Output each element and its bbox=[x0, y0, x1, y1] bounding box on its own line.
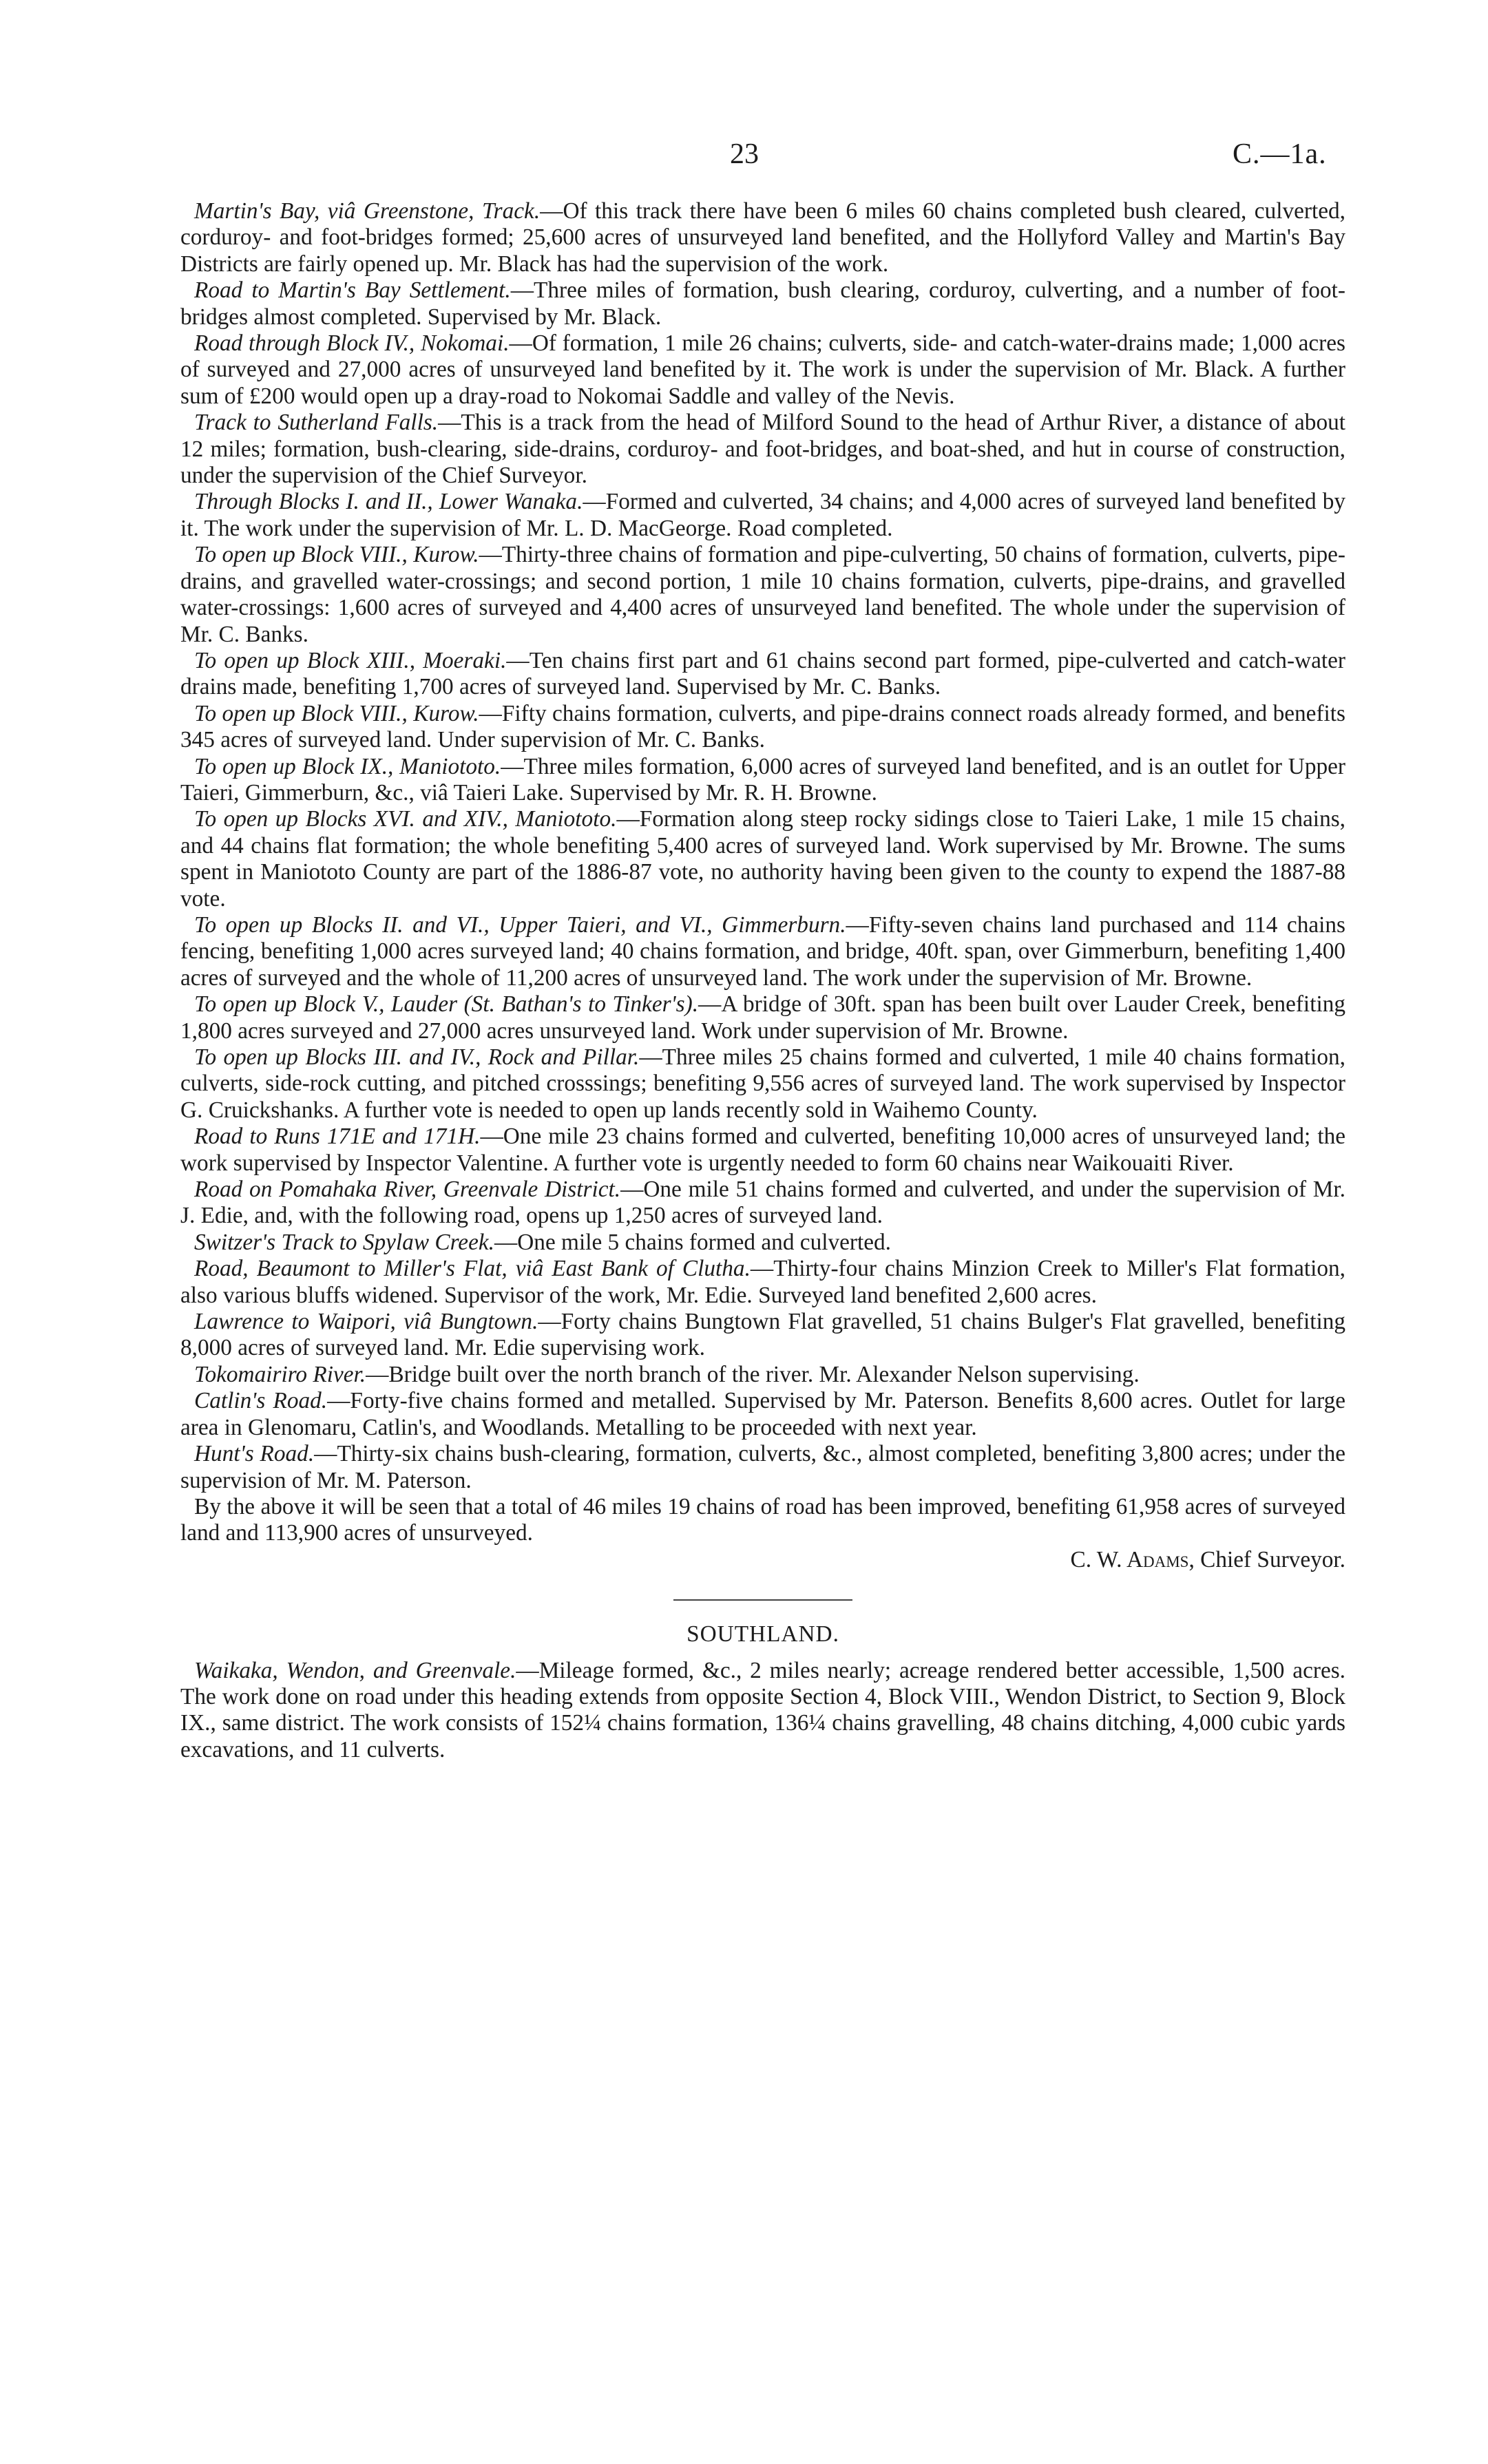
paragraph bbox=[180, 754, 1345, 807]
paragraph bbox=[180, 701, 1345, 754]
paragraph-text: —Thirty-six chains bush-clearing, formation, culverts, &c., almost completed, benefiting 3,800 acres; under the supervision of Mr. M. Paterson. bbox=[180, 1441, 1345, 1493]
paragraph-title: Track to Sutherland Falls. bbox=[194, 410, 439, 436]
paragraph-text: —One mile 23 chains formed and culverted, benefiting 10,000 acres of unsurveyed land; the work supervised by Inspector Valentine. A further vote is urgently needed to form 60 chains near Waikouaiti River. bbox=[180, 1124, 1345, 1176]
signature bbox=[180, 1547, 1345, 1573]
paragraph-text: —A bridge of 30ft. span has been built over Lauder Creek, benefiting 1,800 acres surveyed and 27,000 acres unsurveyed land. Work under supervision of Mr. Browne. bbox=[180, 991, 1345, 1044]
paragraph-title: Waikaka, Wendon, and Greenvale. bbox=[194, 1657, 516, 1683]
paragraph bbox=[180, 648, 1345, 701]
paragraph bbox=[180, 542, 1345, 648]
paragraph-text: —Forty chains Bungtown Flat gravelled, 51 chains Bulger's Flat gravelled, benefiting 8,000 acres of surveyed land. Mr. Edie supervising work. bbox=[180, 1309, 1345, 1361]
paragraph-text: —Formed and culverted, 34 chains; and 4,000 acres of surveyed land benefited by it. The work under the supervision of Mr. L. D. MacGeorge. Road completed. bbox=[180, 489, 1345, 541]
paragraph-title: To open up Block VIII., Kurow. bbox=[194, 542, 479, 568]
paragraph-text: By the above it will be seen that a total of 46 miles 19 chains of road has been improved, benefiting 61,958 acres of surveyed land and 113,900 acres of unsurveyed. bbox=[180, 1493, 1345, 1546]
paragraph-text: —Fifty-seven chains land purchased and 114 chains fencing, benefiting 1,000 acres surveyed land; 40 chains formation, and bridge, 40ft. span, over Gimmerburn, benefiting 1,400 acres of surveyed and the whole of 11,200 acres of unsurveyed land. The work under the supervision of Mr. Browne. bbox=[180, 912, 1345, 991]
paragraph-title: To open up Block IX., Maniototo. bbox=[194, 753, 501, 779]
paragraph bbox=[180, 1256, 1345, 1309]
paragraph-title: Catlin's Road. bbox=[194, 1388, 328, 1414]
report-body bbox=[180, 198, 1345, 1763]
paragraph-title: To open up Block VIII., Kurow. bbox=[194, 700, 479, 726]
paragraph bbox=[180, 1658, 1345, 1764]
page-header bbox=[0, 138, 1488, 179]
paragraph bbox=[180, 991, 1345, 1044]
paragraph-text: —Formation along steep rocky sidings close to Taieri Lake, 1 mile 15 chains, and 44 chains flat formation; the whole benefiting 5,400 acres of surveyed land. Work supervised by Mr. Browne. The sums spent in Maniototo County are part of the 1886-87 vote, no authority having been given to the county to expend the 1887-88 vote. bbox=[180, 806, 1345, 912]
paragraph bbox=[180, 1388, 1345, 1441]
paragraph-title: Hunt's Road. bbox=[194, 1441, 315, 1467]
paragraph-text: —One mile 5 chains formed and culverted. bbox=[494, 1229, 891, 1255]
paragraph-text: —This is a track from the head of Milford Sound to the head of Arthur River, a distance of about 12 miles; formation, bush-clearing, side-drains, corduroy- and foot-bridges, and boat-shed, and hut in course of construction, under the supervision of the Chief Surveyor. bbox=[180, 410, 1345, 489]
paragraph-title: To open up Block XIII., Moeraki. bbox=[194, 647, 507, 673]
signature-role: , Chief Surveyor. bbox=[1188, 1546, 1345, 1572]
paragraph-text: —Three miles 25 chains formed and culverted, 1 mile 40 chains formation, culverts, side-rock cutting, and pitched crosssings; benefiting 9,556 acres of surveyed land. The work supervised by Inspector G. Cruickshanks. A further vote is needed to open up lands recently sold in Waihemo County. bbox=[180, 1044, 1345, 1123]
section-divider bbox=[673, 1599, 852, 1601]
paragraph-title: Tokomairiro River. bbox=[194, 1361, 366, 1387]
section-heading: SOUTHLAND. bbox=[687, 1621, 839, 1647]
paragraph-title: To open up Blocks III. and IV., Rock and Pillar. bbox=[194, 1044, 640, 1070]
paragraph-text: —One mile 51 chains formed and culverted, and under the supervision of Mr. J. Edie, and, with the following road, opens up 1,250 acres of surveyed land. bbox=[180, 1177, 1345, 1229]
paragraph bbox=[180, 1124, 1345, 1177]
paragraph bbox=[180, 1044, 1345, 1124]
paragraph-text: —Three miles of formation, bush clearing, corduroy, culverting, and a number of foot-bridges almost completed. Supervised by Mr. Black. bbox=[180, 277, 1345, 330]
paragraph-title: Martin's Bay, viâ Greenstone, Track. bbox=[194, 198, 541, 224]
paragraph bbox=[180, 1362, 1345, 1388]
paragraph-title: To open up Blocks II. and VI., Upper Taieri, and VI., Gimmerburn. bbox=[194, 912, 846, 938]
summary-paragraph bbox=[180, 1494, 1345, 1547]
paragraph-text: —Ten chains first part and 61 chains second part formed, pipe-culverted and catch-water drains made, benefiting 1,700 acres of surveyed land. Supervised by Mr. C. Banks. bbox=[180, 647, 1345, 700]
paragraph-text: —Mileage formed, &c., 2 miles nearly; acreage rendered better accessible, 1,500 acres. The work done on road under this heading extends from opposite Section 4, Block VIII., Wendon District, to Section 9, Block IX., same district. The work consists of 152¼ chains formation, 136¼ chains gravelling, 48 chains ditching, 4,000 cubic yards excavations, and 11 culverts. bbox=[180, 1657, 1346, 1762]
paragraph bbox=[180, 1309, 1345, 1362]
paragraph-text: —Of formation, 1 mile 26 chains; culverts, side- and catch-water-drains made; 1,000 acres of surveyed and 27,000 acres of unsurveyed land benefited by it. The work is under the supervision of Mr. Black. A further sum of £200 would open up a dray-road to Nokomai Saddle and valley of the Nevis. bbox=[180, 330, 1345, 409]
paragraph-title: Road, Beaumont to Miller's Flat, viâ East Bank of Clutha. bbox=[194, 1256, 751, 1282]
paragraph-text: —Thirty-four chains Minzion Creek to Miller's Flat formation, also various bluffs widened. Supervisor of the work, Mr. Edie. Surveyed land benefited 2,600 acres. bbox=[180, 1256, 1345, 1308]
paragraph-title: To open up Block V., Lauder (St. Bathan's to Tinker's). bbox=[194, 991, 699, 1018]
paragraph-title: Road through Block IV., Nokomai. bbox=[194, 330, 510, 357]
paragraph-text: —Bridge built over the north branch of the river. Mr. Alexander Nelson supervising. bbox=[366, 1361, 1140, 1387]
paragraph bbox=[180, 1177, 1345, 1230]
page-number: 23 bbox=[730, 138, 759, 170]
paragraph bbox=[180, 912, 1345, 991]
paragraph-title: Through Blocks I. and II., Lower Wanaka. bbox=[194, 489, 583, 515]
document-code: C.—1a. bbox=[1233, 138, 1327, 170]
paragraph bbox=[180, 198, 1345, 277]
paragraph bbox=[180, 806, 1345, 912]
paragraph-text: —Three miles formation, 6,000 acres of surveyed land benefited, and is an outlet for Upper Taieri, Gimmerburn, &c., viâ Taieri Lake. Supervised by Mr. R. H. Browne. bbox=[180, 753, 1345, 805]
paragraph-text: —Thirty-three chains of formation and pipe-culverting, 50 chains of formation, culverts, pipe-drains, and gravelled water-crossings; and second portion, 1 mile 10 chains formation, culverts, pipe-drains, and gravelled water-crossings: 1,600 acres of surveyed and 4,400 acres of unsurveyed land benefited. The whole under the supervision of Mr. C. Banks. bbox=[180, 542, 1345, 647]
paragraph-text: —Forty-five chains formed and metalled. Supervised by Mr. Paterson. Benefits 8,600 acres. Outlet for large area in Glenomaru, Catlin's, and Woodlands. Metalling to be proceeded with next year. bbox=[180, 1388, 1345, 1440]
paragraph bbox=[180, 1441, 1345, 1494]
paragraph-title: Road on Pomahaka River, Greenvale District. bbox=[194, 1177, 621, 1203]
paragraph bbox=[180, 330, 1345, 410]
signature-name: C. W. Adams bbox=[1070, 1546, 1189, 1572]
paragraph-title: To open up Blocks XVI. and XIV., Maniototo. bbox=[194, 806, 617, 832]
paragraph bbox=[180, 277, 1345, 330]
paragraph-title: Road to Runs 171E and 171H. bbox=[194, 1124, 481, 1150]
paragraph bbox=[180, 1230, 1345, 1256]
paragraph-text: —Of this track there have been 6 miles 60 chains completed bush cleared, culverted, corduroy- and foot-bridges formed; 25,600 acres of unsurveyed land benefited, and the Hollyford Valley and Martin's Bay Districts are fairly opened up. Mr. Black has had the supervision of the work. bbox=[180, 198, 1345, 277]
paragraph bbox=[180, 410, 1345, 489]
paragraph-title: Switzer's Track to Spylaw Creek. bbox=[194, 1229, 494, 1255]
paragraph bbox=[180, 489, 1345, 542]
paragraph-title: Lawrence to Waipori, viâ Bungtown. bbox=[194, 1309, 538, 1335]
paragraph-text: —Fifty chains formation, culverts, and pipe-drains connect roads already formed, and benefits 345 acres of surveyed land. Under supervision of Mr. C. Banks. bbox=[180, 700, 1346, 753]
paragraph-title: Road to Martin's Bay Settlement. bbox=[194, 277, 511, 304]
